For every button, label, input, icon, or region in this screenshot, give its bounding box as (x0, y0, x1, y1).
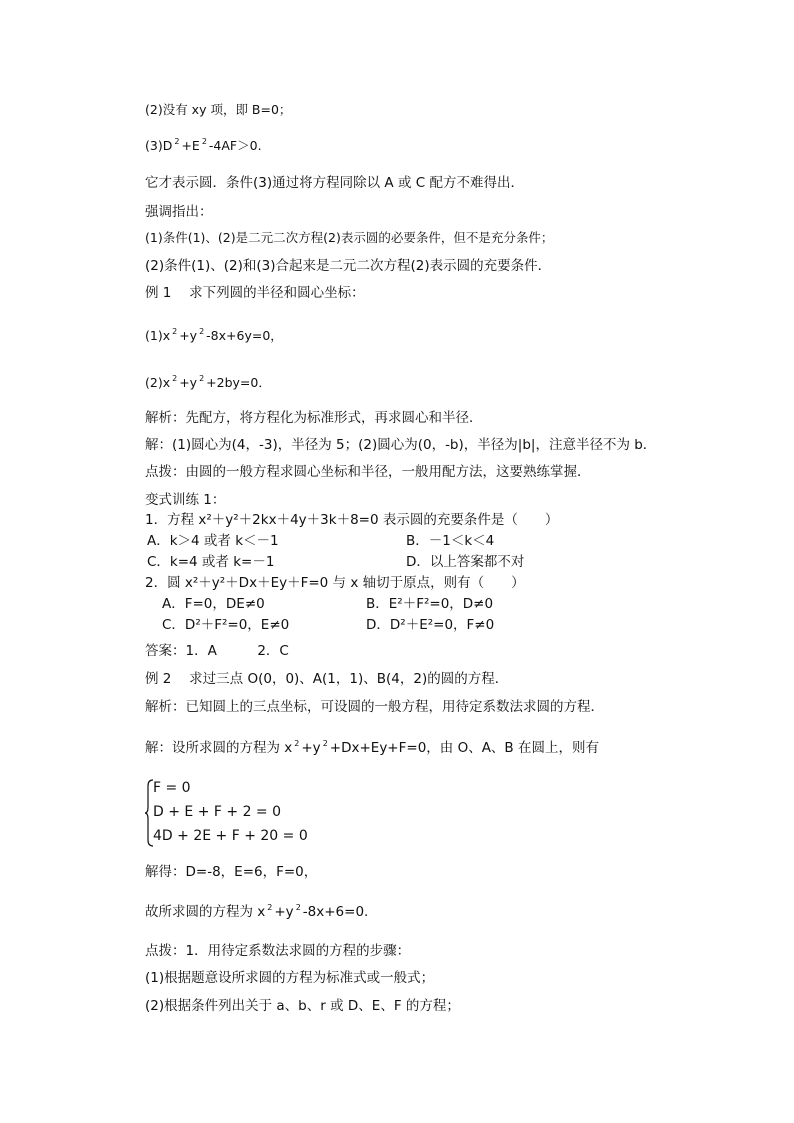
equation-3: 4D + 2E + F + 20 = 0 (153, 828, 308, 844)
text-line: (2)根据条件列出关于 a、b、r 或 D、E、F 的方程； (145, 998, 460, 1014)
formula-part: (2)x (145, 375, 171, 390)
question: 2．圆 x²＋y²＋Dx＋Ey＋F=0 与 x 轴切于原点，则有（ ） (145, 575, 525, 591)
equation-2: D + E + F + 2 = 0 (153, 804, 282, 820)
option-a: A．k＞4 或者 k＜－1 (147, 533, 279, 549)
superscript: 2 (322, 739, 328, 748)
superscript: 2 (199, 374, 205, 383)
formula-part: (1)x (145, 328, 171, 343)
formula-part: +Dx+Ey+F=0，由 O、A、B 在圆上，则有 (329, 740, 599, 756)
formula-part: +y (274, 904, 294, 920)
section-heading: 强调指出： (145, 204, 213, 220)
formula-part: +y (179, 328, 198, 343)
superscript: 2 (295, 903, 301, 912)
formula-part: +y (301, 740, 321, 756)
answer-line: 答案：1．A 2．C (145, 643, 289, 659)
section-heading: 变式训练 1： (145, 492, 226, 508)
formula-part: 故所求圆的方程为 x (145, 904, 266, 920)
formula-part: +y (179, 375, 198, 390)
text-line: 解析：先配方，将方程化为标准形式，再求圆心和半径． (145, 410, 483, 426)
text-line: (1)条件(1)、(2)是二元二次方程(2)表示圆的必要条件，但不是充分条件； (145, 230, 554, 245)
example-title: 例 1 求下列圆的半径和圆心坐标： (145, 285, 365, 301)
formula-line (145, 137, 262, 157)
formula-line (145, 374, 271, 394)
text-line: 解析：已知圆上的三点坐标，可设圆的一般方程，用待定系数法求圆的方程． (145, 699, 604, 715)
text-line: 点拨：1．用待定系数法求圆的方程的步骤： (145, 943, 411, 959)
option-d: D．以上答案都不对 (406, 554, 525, 570)
formula-part: -4AF＞0. (208, 138, 262, 153)
formula-part: -8x+6=0. (302, 904, 369, 920)
formula-part: +2by=0． (206, 375, 271, 390)
option-c: C．k=4 或者 k=－1 (147, 554, 275, 570)
superscript: 2 (172, 327, 178, 336)
equation-system (145, 778, 308, 848)
superscript: 2 (174, 137, 180, 146)
text-line: 它才表示圆．条件(3)通过将方程同除以 A 或 C 配方不难得出． (145, 175, 524, 191)
formula-part: +E (181, 138, 200, 153)
superscript: 2 (199, 327, 205, 336)
superscript: 2 (267, 903, 273, 912)
superscript: 2 (201, 137, 207, 146)
option-a: A．F=0，DE≠0 (162, 596, 265, 612)
option-b: B．－1＜k＜4 (406, 533, 495, 549)
superscript: 2 (172, 374, 178, 383)
text-line: 点拨：由圆的一般方程求圆心坐标和半径，一般用配方法，这要熟练掌握． (145, 464, 591, 480)
superscript: 2 (294, 739, 300, 748)
text-line: 解得：D=-8，E=6，F=0， (145, 864, 318, 880)
text-line: (2)没有 xy 项，即 B=0； (145, 102, 292, 117)
formula-part: 解：设所求圆的方程为 x (145, 740, 293, 756)
example-title: 例 2 求过三点 O(0，0)、A(1，1)、B(4，2)的圆的方程． (145, 671, 509, 687)
text-line: (2)条件(1)、(2)和(3)合起来是二元二次方程(2)表示圆的充要条件． (145, 258, 552, 274)
question: 1．方程 x²＋y²＋2kx＋4y＋3k＋8=0 表示圆的充要条件是（ ） (145, 512, 559, 528)
option-b: B．E²＋F²=0，D≠0 (366, 596, 494, 612)
option-c: C．D²＋F²=0，E≠0 (162, 617, 290, 633)
equation-1: F = 0 (153, 780, 191, 796)
text-line: 解：(1)圆心为(4，-3)，半径为 5；(2)圆心为(0，-b)，半径为|b|，注意半径不为 b． (145, 437, 657, 453)
formula-line (145, 327, 283, 347)
formula-line (145, 903, 368, 923)
formula-line (145, 739, 599, 759)
formula-part: -8x+6y=0， (206, 328, 283, 343)
formula-part: (3)D (145, 138, 173, 153)
text-line: (1)根据题意设所求圆的方程为标准式或一般式； (145, 970, 435, 986)
option-d: D．D²＋E²=0，F≠0 (366, 617, 495, 633)
